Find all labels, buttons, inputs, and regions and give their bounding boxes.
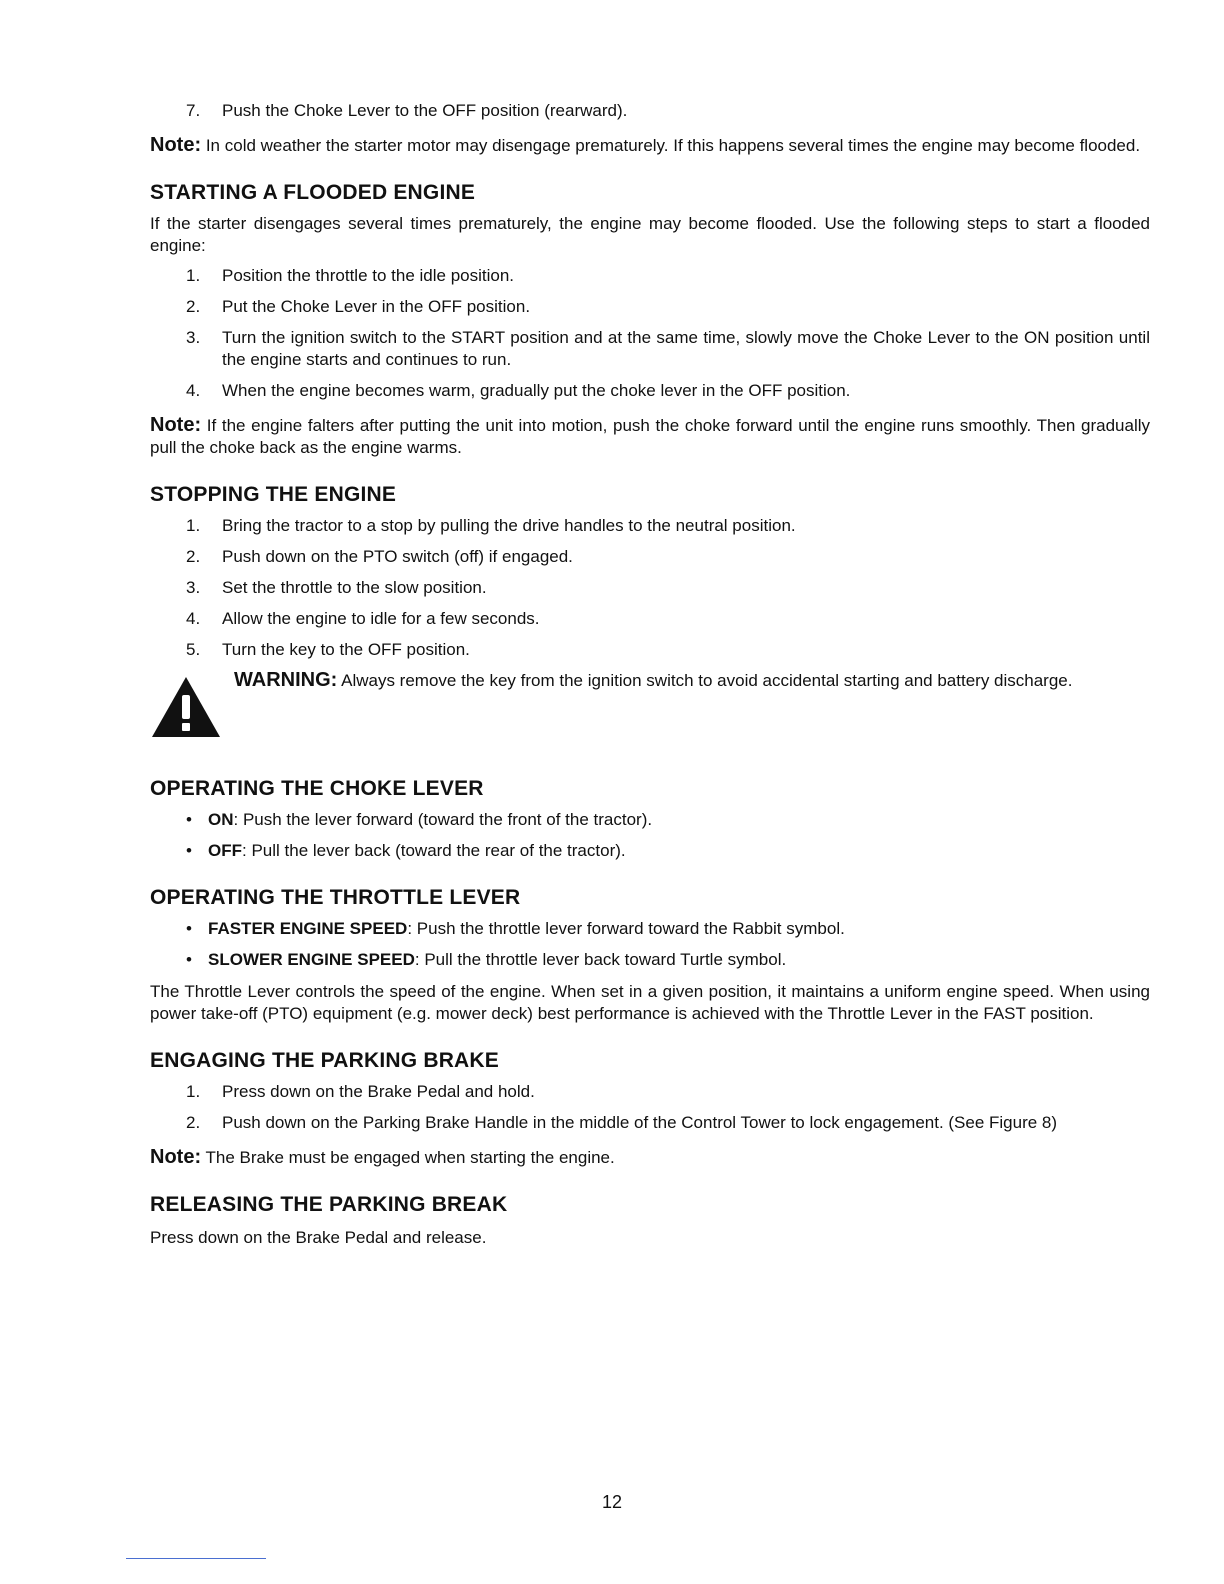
step-item bbox=[150, 1081, 1150, 1103]
note-cold-weather bbox=[150, 134, 1150, 157]
list-item bbox=[150, 840, 1150, 862]
step-text: Set the throttle to the slow position. bbox=[222, 578, 487, 597]
list-term: FASTER ENGINE SPEED bbox=[208, 919, 408, 938]
step-number: 7. bbox=[186, 101, 201, 120]
list-item bbox=[150, 918, 1150, 940]
step-item bbox=[150, 1112, 1150, 1134]
step-number: 3. bbox=[186, 328, 201, 347]
heading-parking-brake: ENGAGING THE PARKING BRAKE bbox=[150, 1049, 499, 1072]
note-label: Note: bbox=[150, 414, 202, 436]
step-text: Push down on the PTO switch (off) if engaged. bbox=[222, 547, 573, 566]
page-number: 12 bbox=[601, 1492, 623, 1512]
warning-text bbox=[234, 669, 1150, 692]
bullet-icon: • bbox=[186, 950, 192, 969]
note-text: The Brake must be engaged when starting the engine. bbox=[201, 1148, 615, 1167]
intro-steps bbox=[150, 100, 1150, 122]
warning-message: Always remove the key from the ignition switch to avoid accidental starting and battery discharge. bbox=[337, 671, 1073, 690]
step-number: 1. bbox=[186, 266, 201, 285]
step-text: Turn the key to the OFF position. bbox=[222, 640, 470, 659]
step-number: 3. bbox=[186, 578, 201, 597]
flooded-intro: If the starter disengages several times prematurely, the engine may become flooded. Use the following steps to start a flooded engine: bbox=[150, 214, 1150, 255]
step-number: 4. bbox=[186, 381, 201, 400]
heading-stopping-engine: STOPPING THE ENGINE bbox=[150, 483, 397, 506]
list-text: : Push the lever forward (toward the front of the tractor). bbox=[233, 810, 653, 829]
step-text: Press down on the Brake Pedal and hold. bbox=[222, 1082, 535, 1101]
step-text: Put the Choke Lever in the OFF position. bbox=[222, 297, 531, 316]
step-text: Push the Choke Lever to the OFF position (rearward). bbox=[222, 101, 628, 120]
note-flooded bbox=[150, 414, 1150, 459]
step-text: Push down on the Parking Brake Handle in the middle of the Control Tower to lock engagement. (See Figure 8) bbox=[222, 1113, 1058, 1132]
step-item bbox=[150, 296, 1150, 318]
step-item bbox=[150, 327, 1150, 371]
step-text: When the engine becomes warm, gradually put the choke lever in the OFF position. bbox=[222, 381, 851, 400]
step-text: Bring the tractor to a stop by pulling the drive handles to the neutral position. bbox=[222, 516, 796, 535]
stopping-steps bbox=[150, 515, 1150, 661]
parking-steps bbox=[150, 1081, 1150, 1134]
step-text: Allow the engine to idle for a few seconds. bbox=[222, 609, 540, 628]
step-item bbox=[150, 546, 1150, 568]
note-text: In cold weather the starter motor may disengage prematurely. If this happens several times the engine may become flooded. bbox=[201, 136, 1141, 155]
step-number: 5. bbox=[186, 640, 201, 659]
bullet-icon: • bbox=[186, 841, 192, 860]
step-item bbox=[150, 639, 1150, 661]
throttle-paragraph: The Throttle Lever controls the speed of the engine. When set in a given position, it maintains a uniform engine speed. When using power take-off (PTO) equipment (e.g. mower deck) best performance is achieved with the Throttle Lever in the FAST position. bbox=[150, 982, 1150, 1023]
list-item bbox=[150, 809, 1150, 831]
heading-throttle-lever: OPERATING THE THROTTLE LEVER bbox=[150, 886, 521, 909]
step-item bbox=[150, 380, 1150, 402]
bullet-icon: • bbox=[186, 810, 192, 829]
list-term: OFF bbox=[208, 841, 242, 860]
page-content bbox=[150, 100, 1150, 1249]
step-number: 2. bbox=[186, 547, 201, 566]
step-item bbox=[150, 577, 1150, 599]
step-item bbox=[150, 265, 1150, 287]
releasing-text: Press down on the Brake Pedal and release. bbox=[150, 1228, 487, 1247]
step-number: 4. bbox=[186, 609, 201, 628]
flooded-steps bbox=[150, 265, 1150, 402]
footer-rule bbox=[126, 1558, 266, 1559]
warning-block bbox=[150, 669, 1150, 729]
list-item bbox=[150, 949, 1150, 971]
note-label: Note: bbox=[150, 134, 202, 156]
step-text: Turn the ignition switch to the START position and at the same time, slowly move the Choke Lever to the ON position until the engine starts and continues to run. bbox=[222, 328, 1150, 369]
note-text: If the engine falters after putting the unit into motion, push the choke forward until the engine runs smoothly. Then gradually pull the choke back as the engine warms. bbox=[150, 416, 1150, 457]
throttle-list bbox=[150, 918, 1150, 971]
note-label: Note: bbox=[150, 1146, 202, 1168]
step-item bbox=[150, 515, 1150, 537]
choke-list bbox=[150, 809, 1150, 862]
list-text: : Push the throttle lever forward toward the Rabbit symbol. bbox=[407, 919, 845, 938]
step-item bbox=[150, 100, 1150, 122]
heading-releasing-brake: RELEASING THE PARKING BREAK bbox=[150, 1193, 508, 1216]
step-number: 1. bbox=[186, 1082, 201, 1101]
warning-label: WARNING: bbox=[234, 669, 338, 691]
list-term: ON bbox=[208, 810, 234, 829]
heading-flooded-engine: STARTING A FLOODED ENGINE bbox=[150, 181, 476, 204]
warning-triangle-icon bbox=[150, 675, 222, 739]
bullet-icon: • bbox=[186, 919, 192, 938]
note-parking bbox=[150, 1146, 1150, 1169]
list-text: : Pull the throttle lever back toward Turtle symbol. bbox=[414, 950, 787, 969]
step-number: 1. bbox=[186, 516, 201, 535]
list-text: : Pull the lever back (toward the rear of the tractor). bbox=[242, 841, 626, 860]
list-term: SLOWER ENGINE SPEED bbox=[208, 950, 415, 969]
step-item bbox=[150, 608, 1150, 630]
step-text: Position the throttle to the idle position. bbox=[222, 266, 515, 285]
step-number: 2. bbox=[186, 1113, 201, 1132]
step-number: 2. bbox=[186, 297, 201, 316]
heading-choke-lever: OPERATING THE CHOKE LEVER bbox=[150, 777, 484, 800]
